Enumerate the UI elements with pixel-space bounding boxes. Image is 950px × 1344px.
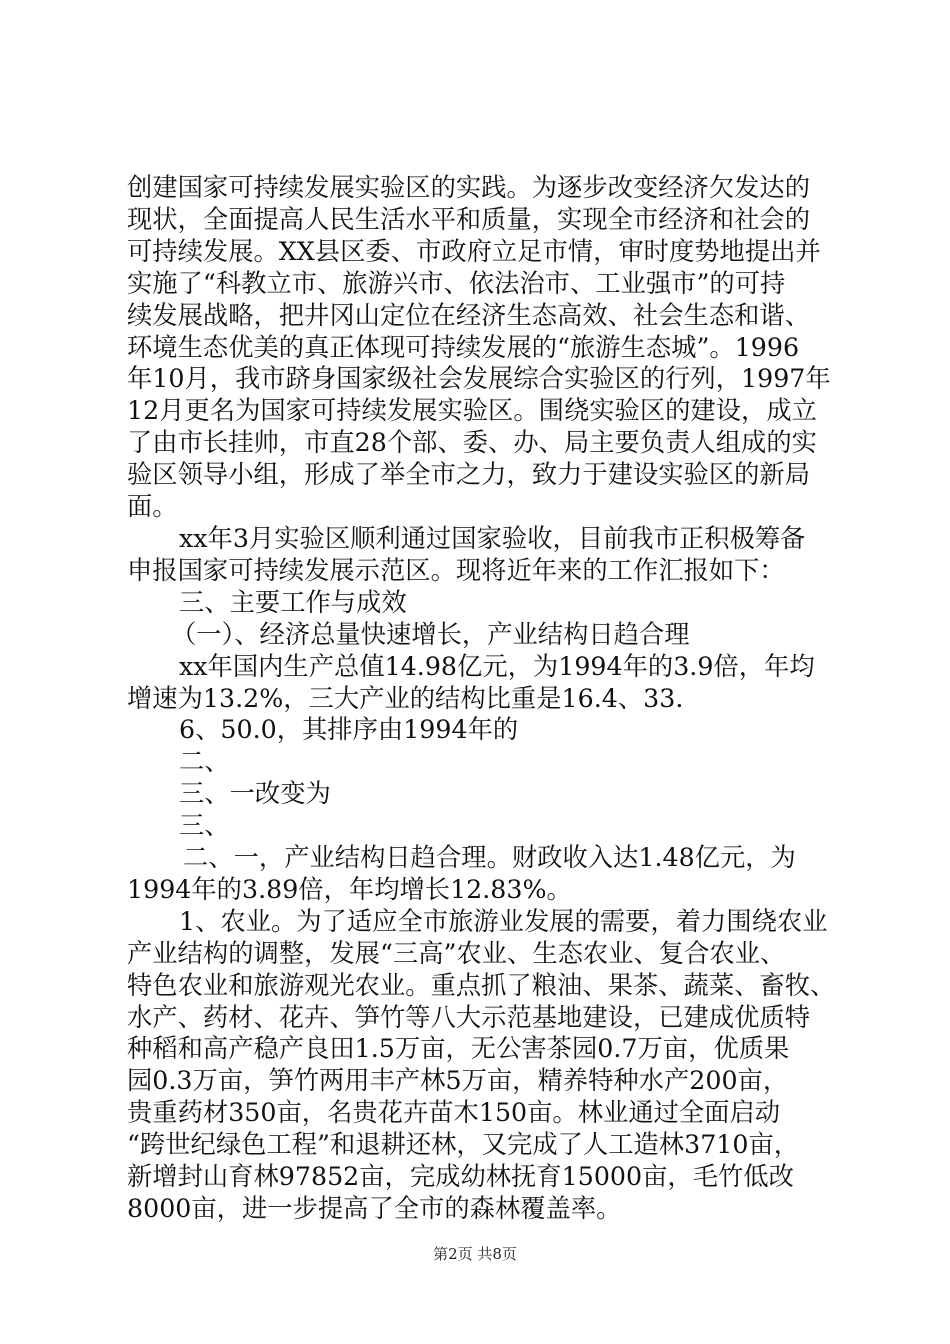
text-line: 了由市长挂帅，市直28个部、委、办、局主要负责人组成的实 — [127, 428, 817, 458]
paragraph-11 — [127, 906, 836, 1225]
text-line: 1、农业。为了适应全市旅游业发展的需要，着力围绕农业 — [179, 906, 828, 936]
text-line: xx年3月实验区顺利通过国家验收，目前我市正积极筹备 — [179, 523, 806, 553]
text-line: xx年国内生产总值14.98亿元，为1994年的3.9倍，年均 — [179, 651, 815, 681]
text-line: 8000亩，进一步提高了全市的森林覆盖率。 — [127, 1194, 622, 1223]
text-line: 增速为13.2%，三大产业的结构比重是16.4、33. — [127, 683, 684, 713]
text-line: 新增封山育林97852亩，完成幼林抚育15000亩，毛竹低改 — [127, 1162, 794, 1192]
text-line: 水产、药材、花卉、笋竹等八大示范基地建设，已建成优质特 — [127, 1002, 811, 1032]
subsection-heading: （一）、经济总量快速增长，产业结构日趋合理 — [171, 619, 690, 649]
text-line: 贵重药材350亩，名贵花卉苗木150亩。林业通过全面启动 — [127, 1098, 781, 1128]
paragraph-1 — [127, 172, 831, 523]
text-line: 特色农业和旅游观光农业。重点抓了粮油、果茶、蔬菜、畜牧、 — [127, 970, 836, 1000]
text-line: 1994年的3.89倍，年均增长12.83%。 — [127, 874, 572, 904]
text-line: 年10月，我市跻身国家级社会发展综合实验区的行列，1997年 — [127, 364, 831, 394]
section-heading: 三、主要工作与成效 — [179, 587, 407, 617]
text-line: 可持续发展。XX县区委、市政府立足市情，审时度势地提出并 — [127, 236, 821, 266]
text-line: 种稻和高产稳产良田1.5万亩，无公害茶园0.7万亩，优质果 — [127, 1034, 790, 1064]
text-line: 园0.3万亩，笋竹两用丰产林5万亩，精养特种水产200亩， — [127, 1066, 789, 1096]
text-line: “跨世纪绿色工程”和退耕还林，又完成了人工造林3710亩， — [127, 1130, 800, 1160]
paragraph-10 — [127, 842, 827, 906]
paragraph-2 — [127, 523, 827, 587]
paragraph-5 — [127, 651, 827, 715]
text-line: 环境生态优美的真正体现可持续发展的“旅游生态城”。1996 — [127, 332, 800, 362]
page-footer — [0, 1245, 950, 1263]
paragraph-6: 6、50.0，其排序由1994年的 — [179, 715, 519, 745]
text-line: 产业结构的调整，发展“三高”农业、生态农业、复合农业、 — [127, 938, 786, 968]
paragraph-7: 二、 — [179, 747, 230, 777]
paragraph-9: 三、 — [179, 811, 230, 841]
text-line: 创建国家可持续发展实验区的实践。为逐步改变经济欠发达的 — [127, 173, 811, 202]
document-body — [127, 172, 836, 1225]
text-line: 面。 — [127, 492, 178, 522]
text-line: 申报国家可持续发展示范区。现将近年来的工作汇报如下： — [127, 555, 785, 585]
text-line: 现状，全面提高人民生活水平和质量，实现全市经济和社会的 — [127, 204, 811, 234]
text-line: 验区领导小组，形成了举全市之力，致力于建设实验区的新局 — [127, 460, 811, 490]
text-line: 实施了“科教立市、旅游兴市、依法治市、工业强市”的可持 — [127, 268, 786, 298]
text-line: 12月更名为国家可持续发展实验区。围绕实验区的建设，成立 — [127, 396, 817, 426]
text-line: 续发展战略，把井冈山定位在经济生态高效、社会生态和谐、 — [127, 300, 811, 330]
page-number-label: 第2页 共8页 — [433, 1245, 517, 1263]
text-line: 二、一，产业结构日趋合理。财政收入达1.48亿元，为 — [183, 843, 796, 873]
paragraph-8: 三、一改变为 — [179, 779, 331, 809]
